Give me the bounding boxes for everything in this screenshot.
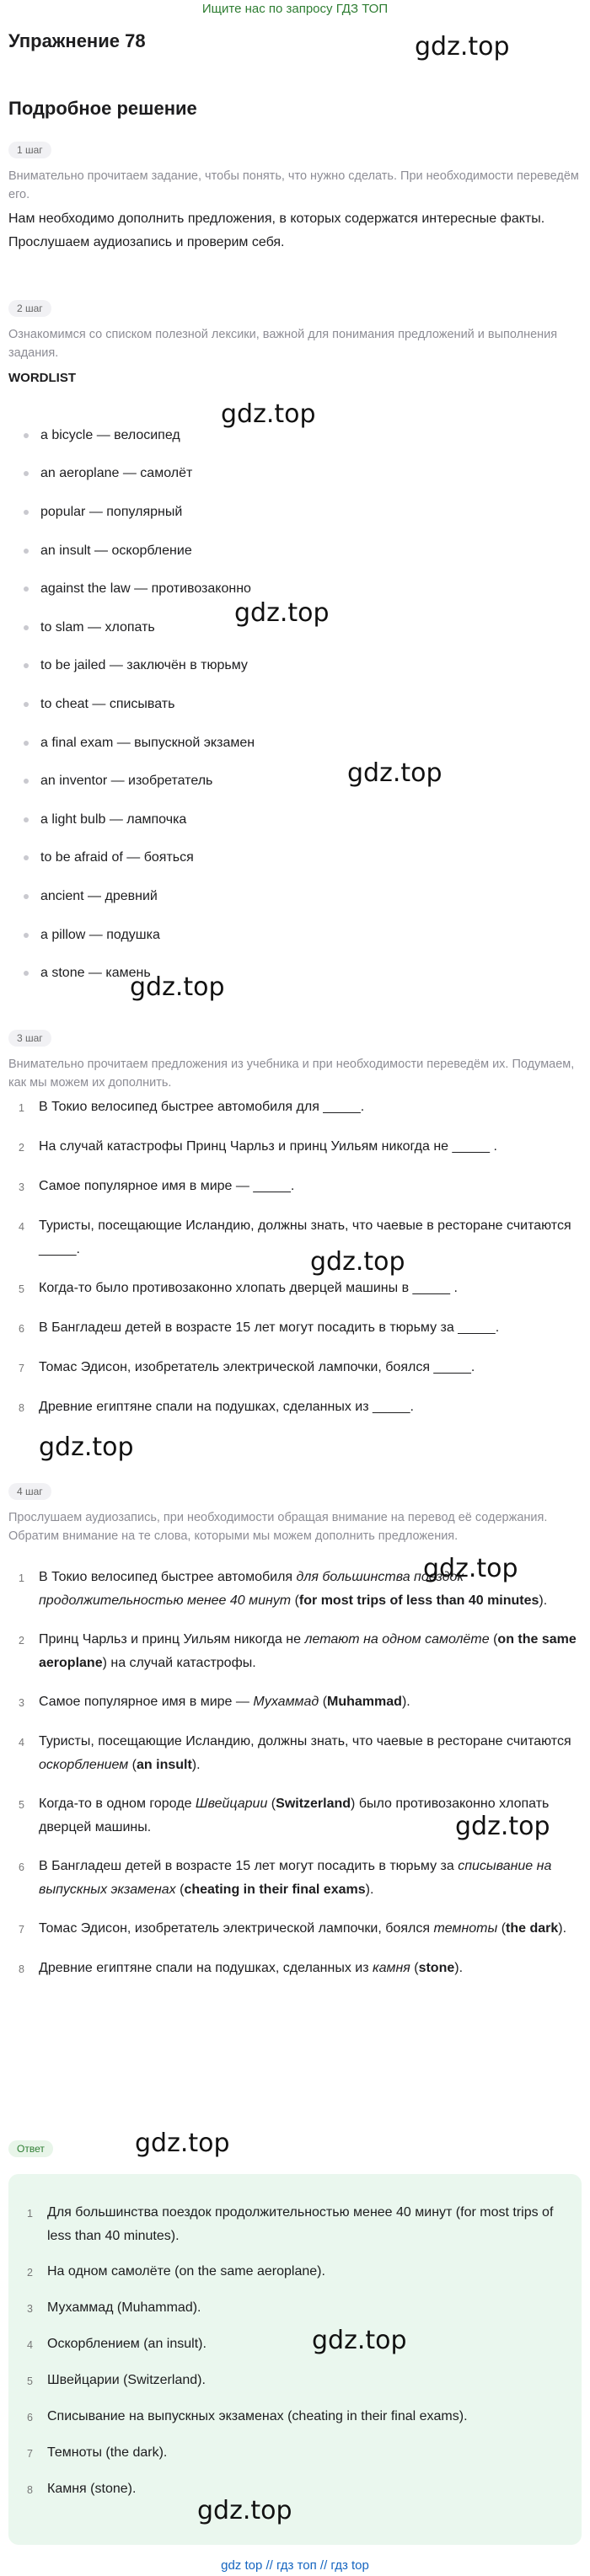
sentence-fragment: В Бангладеш детей в возрасте 15 лет могут посадить в тюрьму за — [39, 1859, 459, 1873]
bullet-icon — [24, 933, 29, 938]
wordlist-item — [8, 877, 582, 916]
wordlist-item — [8, 493, 582, 532]
item-number: 6 — [19, 1323, 24, 1335]
bullet-icon — [24, 817, 29, 822]
item-text — [30, 1957, 582, 1981]
sentence-item — [8, 1135, 582, 1159]
answer-english: for most trips of less than 40 minutes — [298, 1593, 539, 1608]
bullet-icon — [24, 894, 29, 899]
item-text: Туристы, посещающие Исландию, должны знать, что чаевые в ресторане считаются _____. — [39, 1218, 571, 1256]
sentence-fragment: ( — [128, 1758, 137, 1772]
sentence-item — [8, 1395, 582, 1420]
wordlist-item — [8, 532, 582, 570]
item-number: 8 — [27, 2484, 33, 2496]
step-4-hint: Прослушаем аудиозапись, при необходимости обращая внимание на перевод её содержания. Обратим внимание на те слова, которыми мы можем дополнить предложения. — [8, 1511, 548, 1543]
sentence-item — [8, 1356, 582, 1380]
item-number: 3 — [27, 2303, 33, 2315]
sentence-fragment: ). — [558, 1921, 567, 1936]
item-text: На одном самолёте (on the same aeroplane). — [47, 2264, 325, 2279]
sentence-fragment: ). — [365, 1882, 374, 1897]
bullet-icon — [24, 586, 29, 592]
item-text: Швейцарии (Switzerland). — [47, 2373, 206, 2387]
answer-russian: камня — [373, 1961, 410, 1975]
wordlist-item-text: to be jailed — заключён в тюрьму — [40, 658, 248, 673]
sentence-fragment: ( — [291, 1593, 299, 1608]
watermark: gdz.top — [39, 1433, 134, 1462]
wordlist-item-text: a final exam — выпускной экзамен — [40, 735, 255, 750]
item-number: 7 — [27, 2448, 33, 2460]
item-number: 7 — [19, 1924, 24, 1936]
item-text — [30, 1628, 582, 1675]
answer-label-block — [8, 2140, 582, 2157]
wordlist-item-text: an insult — оскорбление — [40, 543, 192, 558]
watermark: gdz.top — [234, 598, 330, 628]
wordlist-item-text: a light bulb — лампочка — [40, 811, 187, 827]
bullet-icon — [24, 702, 29, 707]
answer-english: on the same aeroplane — [39, 1632, 577, 1670]
wordlist-item-text: an aeroplane — самолёт — [40, 466, 193, 481]
item-text: Мухаммад (Muhammad). — [47, 2300, 201, 2315]
step-1-block — [8, 142, 582, 254]
sentence-fragment: В Токио велосипед быстрее автомобиля — [39, 1570, 297, 1584]
wordlist-item-text: an inventor — изобретатель — [40, 774, 213, 789]
sentence-fragment: ). — [191, 1758, 201, 1772]
wordlist-item — [8, 455, 582, 494]
item-number: 6 — [19, 1861, 24, 1873]
step-4-block — [8, 1483, 582, 1545]
step-1-pill: 1 шаг — [8, 142, 51, 158]
wordlist-item-text: to cheat — списывать — [40, 696, 175, 711]
item-text: Древние египтяне спали на подушках, сделанных из _____. — [39, 1400, 414, 1414]
watermark: gdz.top — [455, 1812, 550, 1841]
item-text — [30, 1855, 582, 1902]
sentence-fragment: ). — [539, 1593, 548, 1608]
wordlist-item-text: against the law — противозаконно — [40, 581, 251, 597]
sentence-fragment: ( — [175, 1882, 185, 1897]
watermark: gdz.top — [312, 2326, 407, 2355]
item-text — [30, 1690, 582, 1715]
sentence-fragment: ( — [489, 1632, 498, 1647]
bullet-icon — [24, 779, 29, 784]
step-1-hint: Внимательно прочитаем задание, чтобы понять, что нужно сделать. При необходимости переведём его. — [8, 169, 579, 201]
wordlist-heading: WORDLIST — [8, 371, 76, 385]
bullet-icon — [24, 971, 29, 976]
step-2-pill: 2 шаг — [8, 300, 51, 317]
sentence-item — [8, 1214, 582, 1261]
watermark: gdz.top — [130, 972, 225, 1002]
wordlist-item — [8, 685, 582, 724]
sentence-fragment: ) было противозаконно хлопать дверцей машины. — [39, 1797, 550, 1834]
section-title: Подробное решение — [8, 98, 197, 119]
item-number: 2 — [19, 1142, 24, 1154]
sentence-fragment: ) на случай катастрофы. — [102, 1656, 256, 1670]
filled-sentence-item — [8, 1690, 582, 1715]
item-number: 4 — [19, 1737, 24, 1749]
step-3-block — [8, 1030, 582, 1092]
sentence-item — [8, 1175, 582, 1199]
step-2-block — [8, 300, 582, 385]
footer-links[interactable]: gdz top // гдз топ // гдз top — [221, 2558, 369, 2573]
step-2-hint: Ознакомимся со списком полезной лексики, важной для понимания предложений и выполнения задания. — [8, 328, 558, 360]
answer-english: an insult — [137, 1758, 192, 1772]
sentence-fragment: Томас Эдисон, изобретатель электрической лампочки, боялся — [39, 1921, 434, 1936]
sentence-list — [8, 1095, 582, 1435]
wordlist-item-text: to be afraid of — бояться — [40, 850, 194, 865]
wordlist-item-text: to slam — хлопать — [40, 619, 155, 635]
watermark: gdz.top — [415, 32, 510, 62]
answer-russian: Мухаммад — [253, 1695, 319, 1709]
item-text: Для большинства поездок продолжительностью менее 40 минут (for most trips of less than 40 minutes). — [47, 2205, 554, 2243]
answer-russian: темноты — [433, 1921, 498, 1936]
item-number: 1 — [19, 1102, 24, 1114]
item-text — [30, 1917, 582, 1941]
wordlist — [8, 416, 582, 993]
filled-sentence-item — [8, 1957, 582, 1981]
wordlist-item — [8, 647, 582, 686]
item-text: Самое популярное имя в мире — _____. — [39, 1179, 295, 1193]
answer-english: the dark — [506, 1921, 559, 1936]
item-number: 8 — [19, 1963, 24, 1975]
item-number: 5 — [19, 1799, 24, 1811]
watermark: gdz.top — [310, 1247, 405, 1277]
step-3-pill: 3 шаг — [8, 1030, 51, 1047]
wordlist-item-text: ancient — древний — [40, 888, 158, 903]
item-text: В Токио велосипед быстрее автомобиля для _____. — [39, 1100, 365, 1114]
filled-sentence-list — [8, 1566, 582, 1996]
answer-russian: летают на одном самолёте — [304, 1632, 490, 1647]
item-text: Когда-то было противозаконно хлопать дверцей машины в _____ . — [39, 1281, 458, 1295]
item-number: 6 — [27, 2412, 33, 2423]
answer-russian: Швейцарии — [195, 1797, 268, 1811]
sentence-fragment: Туристы, посещающие Исландию, должны знать, что чаевые в ресторане считаются — [39, 1734, 571, 1749]
wordlist-item — [8, 954, 582, 993]
item-number: 5 — [19, 1283, 24, 1295]
answer-russian: оскорблением — [39, 1758, 129, 1772]
bullet-icon — [24, 549, 29, 554]
sentence-fragment: ( — [267, 1797, 276, 1811]
wordlist-item — [8, 839, 582, 878]
answer-english: cheating in their final exams — [184, 1882, 366, 1897]
step-3-hint: Внимательно прочитаем предложения из учебника и при необходимости переведём их. Подумаем, как мы можем их дополнить. — [8, 1058, 575, 1090]
sentence-fragment: ( — [410, 1961, 419, 1975]
answer-item — [17, 2201, 573, 2248]
item-text: Камня (stone). — [47, 2482, 137, 2496]
item-text: Темноты (the dark). — [47, 2445, 168, 2460]
sentence-fragment: Принц Чарльз и принц Уильям никогда не — [39, 1632, 305, 1647]
sentence-fragment: Самое популярное имя в мире — — [39, 1695, 254, 1709]
step-1-text: Нам необходимо дополнить предложения, в которых содержатся интересные факты. Прослушаем аудиозапись и проверим себя. — [8, 212, 545, 249]
item-number: 7 — [19, 1363, 24, 1374]
item-number: 2 — [27, 2267, 33, 2279]
answer-english: Muhammad — [327, 1695, 402, 1709]
bullet-icon — [24, 855, 29, 860]
item-number: 4 — [27, 2339, 33, 2351]
item-number: 1 — [27, 2208, 33, 2220]
wordlist-item — [8, 724, 582, 763]
answer-item — [17, 2296, 573, 2321]
answer-item — [17, 2477, 573, 2502]
answer-item — [17, 2369, 573, 2393]
item-number: 3 — [19, 1697, 24, 1709]
sentence-fragment: Когда-то в одном городе — [39, 1797, 196, 1811]
sentence-item — [8, 1277, 582, 1301]
item-text: Списывание на выпускных экзаменах (cheating in their final exams). — [47, 2409, 468, 2423]
answer-russian: списывание на выпускных экзаменах — [39, 1859, 552, 1897]
wordlist-item-text: a stone — камень — [40, 966, 151, 981]
sentence-fragment: ( — [497, 1921, 507, 1936]
filled-sentence-item — [8, 1917, 582, 1941]
sentence-item — [8, 1095, 582, 1120]
sentence-fragment: ). — [454, 1961, 464, 1975]
answer-item — [17, 2332, 573, 2357]
answer-item — [17, 2260, 573, 2284]
sentence-item — [8, 1316, 582, 1341]
item-number: 4 — [19, 1221, 24, 1233]
page-title: Упражнение 78 — [8, 30, 146, 51]
answer-item — [17, 2405, 573, 2429]
wordlist-item-text: a pillow — подушка — [40, 927, 160, 942]
answer-pill: Ответ — [8, 2140, 53, 2157]
filled-sentence-item — [8, 1855, 582, 1902]
item-text: В Бангладеш детей в возрасте 15 лет могут посадить в тюрьму за _____. — [39, 1320, 500, 1335]
bullet-icon — [24, 471, 29, 476]
item-number: 5 — [27, 2375, 33, 2387]
wordlist-item — [8, 916, 582, 955]
wordlist-item — [8, 801, 582, 839]
bullet-icon — [24, 663, 29, 668]
item-number: 1 — [19, 1572, 24, 1584]
wordlist-item-text: popular — популярный — [40, 504, 183, 519]
answer-item — [17, 2441, 573, 2466]
watermark: gdz.top — [135, 2129, 230, 2158]
filled-sentence-item — [8, 1628, 582, 1675]
item-text: Томас Эдисон, изобретатель электрической лампочки, боялся _____. — [39, 1360, 475, 1374]
bullet-icon — [24, 510, 29, 515]
item-text — [30, 1730, 582, 1777]
answer-english: Switzerland — [276, 1797, 351, 1811]
wordlist-item — [8, 762, 582, 801]
bullet-icon — [24, 625, 29, 630]
top-banner: Ищите нас по запросу ГДЗ ТОП — [201, 2, 389, 16]
answer-list — [17, 2201, 573, 2514]
bullet-icon — [24, 433, 29, 438]
step-4-pill: 4 шаг — [8, 1483, 51, 1500]
answer-english: stone — [418, 1961, 455, 1975]
watermark: gdz.top — [347, 758, 442, 788]
watermark: gdz.top — [423, 1554, 518, 1583]
item-number: 2 — [19, 1635, 24, 1647]
answer-russian: для большинства поездок продолжительностью менее 40 минут — [39, 1570, 464, 1608]
sentence-fragment: ( — [319, 1695, 328, 1709]
watermark: gdz.top — [197, 2496, 292, 2525]
item-text: Оскорблением (an insult). — [47, 2337, 206, 2351]
item-text: На случай катастрофы Принц Чарльз и принц Уильям никогда не _____ . — [39, 1139, 497, 1154]
item-number: 3 — [19, 1181, 24, 1193]
sentence-fragment: ). — [401, 1695, 410, 1709]
sentence-fragment: Древние египтяне спали на подушках, сделанных из — [39, 1961, 373, 1975]
filled-sentence-item — [8, 1730, 582, 1777]
bullet-icon — [24, 741, 29, 746]
item-number: 8 — [19, 1402, 24, 1414]
wordlist-item-text: a bicycle — велосипед — [40, 427, 180, 442]
watermark: gdz.top — [221, 399, 316, 429]
